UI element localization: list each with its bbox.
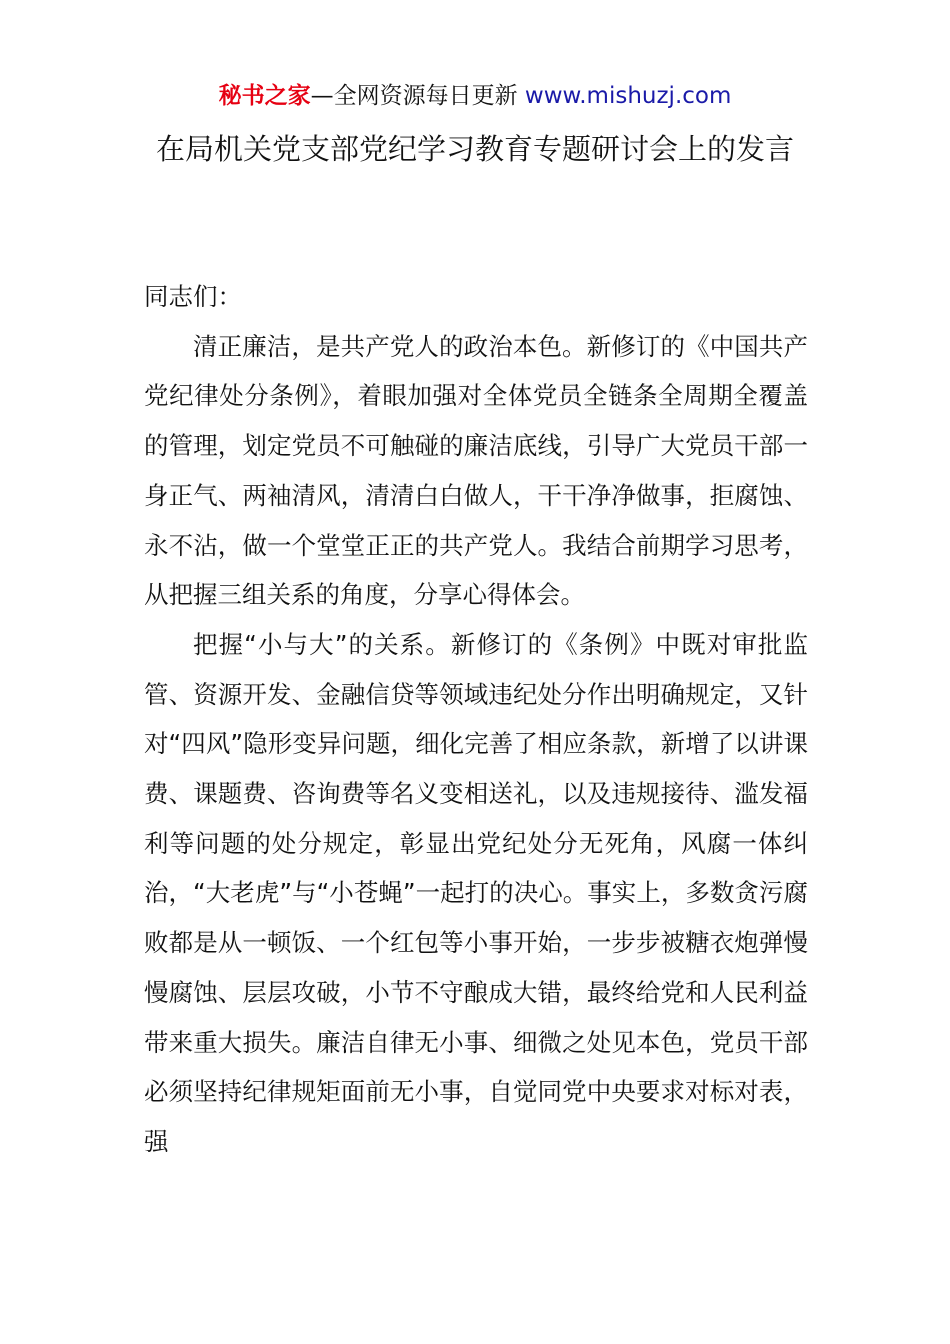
site-brand: 秘书之家 bbox=[218, 83, 311, 109]
paragraph-small-and-big: 把握“小与大”的关系。新修订的《条例》中既对审批监管、资源开发、金融信贷等领域违纪处分作出明确规定，又针对“四风”隐形变异问题，细化完善了相应条款，新增了以讲课费、课题费、咨询费等名义变相送礼，以及违规接待、滥发福利等问题的处分规定，彰显出党纪处分无死角，风腐一体纠治，“大老虎”与“小苍蝇”一起打的决心。事实上，多数贪污腐败都是从一顿饭、一个红包等小事开始，一步步被糖衣炮弹慢慢腐蚀、层层攻破，小节不守酿成大错，最终给党和人民利益带来重大损失。廉洁自律无小事、细微之处见本色，党员干部必须坚持纪律规矩面前无小事，自觉同党中央要求对标对表，强 bbox=[144, 629, 808, 1156]
document-body bbox=[144, 272, 808, 1167]
site-url-link[interactable]: www.mishuzj.com bbox=[524, 83, 732, 109]
document-title: 在局机关党支部党纪学习教育专题研讨会上的发言 bbox=[155, 132, 794, 166]
site-tagline: —全网资源每日更新 bbox=[310, 83, 518, 109]
site-header bbox=[0, 78, 950, 114]
paragraph-intro: 清正廉洁，是共产党人的政治本色。新修订的《中国共产党纪律处分条例》，着眼加强对全体党员全链条全周期全覆盖的管理，划定党员不可触碰的廉洁底线，引导广大党员干部一身正气、两袖清风，清清白白做人，干干净净做事，拒腐蚀、永不沾，做一个堂堂正正的共产党人。我结合前期学习思考，从把握三组关系的角度，分享心得体会。 bbox=[144, 331, 808, 610]
salutation: 同志们： bbox=[144, 282, 242, 311]
